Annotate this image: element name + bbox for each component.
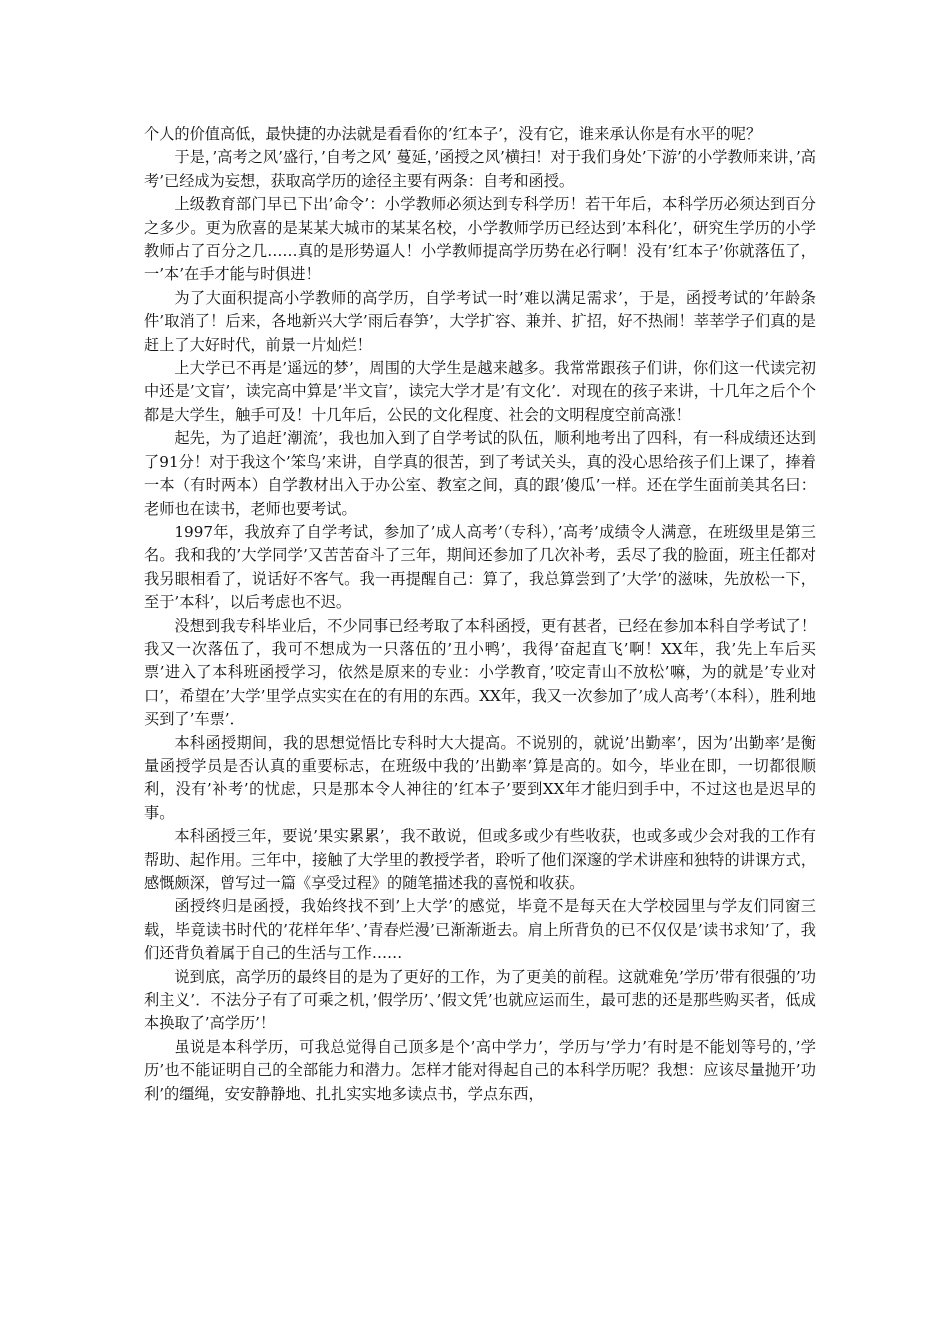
document-page — [144, 123, 816, 1106]
paragraph-3: 上级教育部门早已下出’命令’：小学教师必须达到专科学历！若干年后，本科学历必须达到百分之多少。更为欣喜的是某某大城市的某某名校，小学教师学历已经达到’本科化’，研究生学历的小学教师占了百分之几……真的是形势逼人！小学教师提高学历势在必行啊！没有’红本子’你就落伍了，一’本’在手才能与时俱进！ — [144, 195, 816, 284]
paragraph-7: 1997年，我放弃了自学考试，参加了’成人高考’（专科），’高考’成绩令人满意，在班级里是第三名。我和我的’大学同学’又苦苦奋斗了三年，期间还参加了几次补考，丢尽了我的脸面，班主任都对我另眼相看了，说话好不客气。我一再提醒自己：算了，我总算尝到了’大学’的滋味，先放松一下，至于’本科’，以后考虑也不迟。 — [144, 522, 816, 612]
paragraph-11: 函授终归是函授，我始终找不到’上大学’的感觉，毕竟不是每天在大学校园里与学友们同窗三载，毕竟读书时代的’花样年华’、’青春烂漫’已渐渐逝去。肩上所背负的已不仅仅是’读书求知’了，我们还背负着属于自己的生活与工作…… — [144, 897, 816, 963]
paragraph-4: 为了大面积提高小学教师的高学历，自学考试一时’难以满足需求’，于是，函授考试的’年龄条件’取消了！后来，各地新兴大学’雨后春笋’，大学扩容、兼并、扩招，好不热闹！莘莘学子们真的是赶上了大好时代，前景一片灿烂！ — [144, 288, 816, 354]
paragraph-2: 于是，’高考之风’盛行，’自考之风’ 蔓延，’函授之风’横扫！对于我们身处’下游’的小学教师来讲，’高考’已经成为妄想，获取高学历的途径主要有两条：自考和函授。 — [144, 148, 816, 190]
paragraph-13: 虽说是本科学历，可我总觉得自己顶多是个’高中学力’，学历与’学力’有时是不能划等号的，’学历’也不能证明自己的全部能力和潜力。怎样才能对得起自己的本科学历呢？我想：应该尽量抛开’功利’的缰绳，安安静静地、扎扎实实地多读点书，学点东西， — [144, 1037, 816, 1103]
paragraph-1: 个人的价值高低，最快捷的办法就是看看你的’红本子’，没有它，谁来承认你是有水平的呢？ — [144, 125, 762, 143]
paragraph-8: 没想到我专科毕业后，不少同事已经考取了本科函授，更有甚者，已经在参加本科自学考试了！我又一次落伍了，我可不想成为一只落伍的’丑小鸭’，我得’奋起直飞’啊！XX年，我’先上车后买票’进入了本科班函授学习，依然是原来的专业：小学教育，’咬定青山不放松’嘛，为的就是’专业对口’，希望在’大学’里学点实实在在的有用的东西。XX年，我又一次参加了’成人高考’（本科），胜利地买到了’车票’． — [144, 616, 816, 729]
paragraph-6: 起先，为了追赶’潮流’，我也加入到了自学考试的队伍，顺利地考出了四科，有一科成绩还达到了91分！对于我这个’笨鸟’来讲，自学真的很苦，到了考试关头，真的没心思给孩子们上课了，捧着一本（有时两本）自学教材出入于办公室、教室之间，真的跟’傻瓜’一样。还在学生面前美其名曰：老师也在读书，老师也要考试。 — [144, 429, 816, 518]
paragraph-12: 说到底，高学历的最终目的是为了更好的工作，为了更美的前程。这就难免’学历’带有很强的’功利主义’．不法分子有了可乘之机，’假学历’、’假文凭’也就应运而生，最可悲的还是那些购买者，低成本换取了’高学历’！ — [144, 967, 816, 1033]
paragraph-10: 本科函授三年，要说’果实累累’，我不敢说，但或多或少有些收获，也或多或少会对我的工作有帮助、起作用。三年中，接触了大学里的教授学者，聆听了他们深邃的学术讲座和独特的讲课方式，感慨颇深，曾写过一篇《享受过程》的随笔描述我的喜悦和收获。 — [144, 827, 816, 892]
paragraph-5: 上大学已不再是’遥远的梦’，周围的大学生是越来越多。我常常跟孩子们讲，你们这一代读完初中还是’文盲’，读完高中算是’半文盲’，读完大学才是’有文化’．对现在的孩子来讲，十几年之后个个都是大学生，触手可及！十几年后，公民的文化程度、社会的文明程度空前高涨！ — [144, 359, 816, 424]
paragraph-9: 本科函授期间，我的思想觉悟比专科时大大提高。不说别的，就说’出勤率’，因为’出勤率’是衡量函授学员是否认真的重要标志，在班级中我的’出勤率’算是高的。如今，毕业在即，一切都很顺利，没有’补考’的忧虑，只是那本令人神往的’红本子’要到XX年才能归到手中，不过这也是迟早的事。 — [144, 733, 816, 822]
